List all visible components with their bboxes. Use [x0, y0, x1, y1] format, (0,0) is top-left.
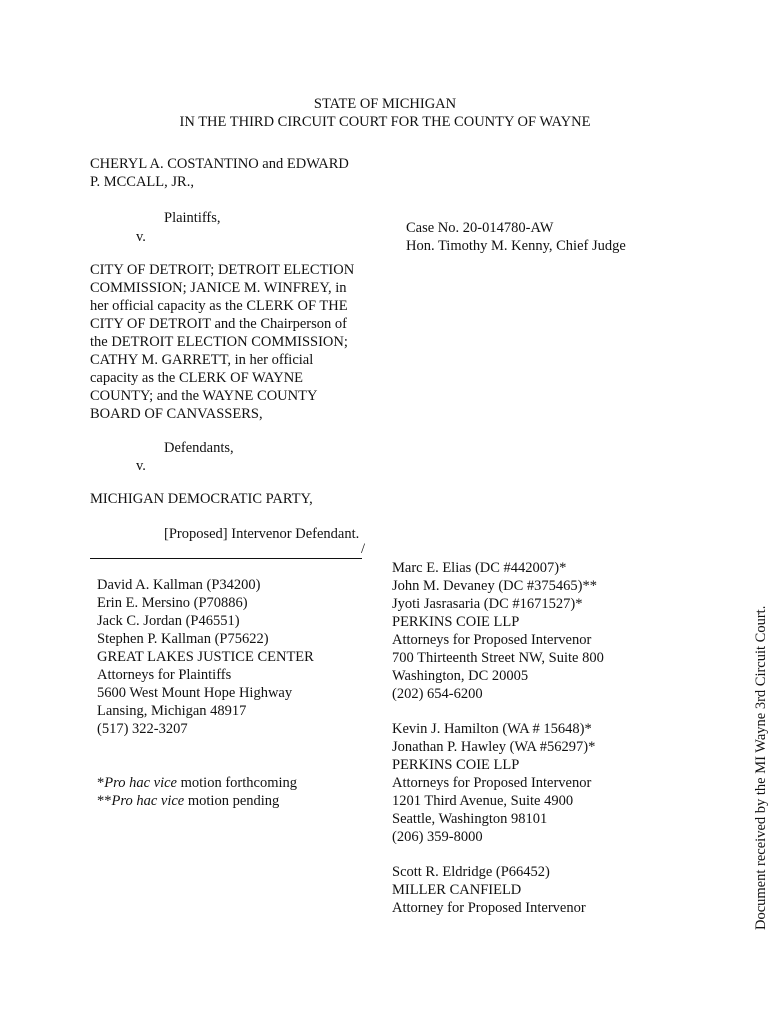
plaintiffs-label: Plaintiffs,	[164, 210, 221, 226]
plaintiff-counsel-line: Attorneys for Plaintiffs	[97, 667, 232, 683]
court-name-heading: IN THE THIRD CIRCUIT COURT FOR THE COUNTY OF WAYNE	[179, 114, 591, 130]
pro-hac-vice-notes	[97, 774, 297, 810]
intervenor-counsel-perkins-wa	[392, 720, 595, 846]
defendants-name-line: CATHY M. GARRETT, in her official	[90, 352, 314, 368]
intervenor-counsel-line: Jyoti Jasrasaria (DC #1671527)*	[392, 596, 583, 612]
intervenor-counsel-line: John M. Devaney (DC #375465)**	[392, 578, 597, 594]
defendants-name-line: BOARD OF CANVASSERS,	[90, 406, 263, 422]
judge-name: Hon. Timothy M. Kenny, Chief Judge	[406, 238, 626, 254]
state-heading: STATE OF MICHIGAN	[313, 96, 457, 112]
intervenor-counsel-line: Attorneys for Proposed Intervenor	[392, 632, 592, 648]
plaintiffs-name-line: P. MCCALL, JR.,	[90, 174, 194, 190]
intervenor-counsel-line: Attorneys for Proposed Intervenor	[392, 775, 592, 791]
defendants-name-line: capacity as the CLERK OF WAYNE	[90, 370, 304, 386]
intervenor-counsel-line: Kevin J. Hamilton (WA # 15648)*	[392, 721, 592, 737]
intervenor-name: MICHIGAN DEMOCRATIC PARTY,	[90, 491, 313, 507]
plaintiff-counsel-line: Lansing, Michigan 48917	[97, 703, 247, 719]
plaintiff-counsel-line: Stephen P. Kallman (P75622)	[97, 631, 269, 647]
case-number: Case No. 20-014780-AW	[406, 220, 554, 236]
plaintiff-counsel-line: David A. Kallman (P34200)	[97, 577, 261, 593]
defendants-name-line: CITY OF DETROIT; DETROIT ELECTION	[90, 262, 355, 278]
plaintiff-counsel-line: GREAT LAKES JUSTICE CENTER	[97, 649, 314, 665]
pro-hac-vice-note: *Pro hac vice motion forthcoming	[97, 775, 297, 791]
court-heading	[0, 95, 770, 131]
caption-divider-line	[90, 558, 362, 559]
defendants-name-line: COMMISSION; JANICE M. WINFREY, in	[90, 280, 347, 296]
plaintiff-counsel-line: Erin E. Mersino (P70886)	[97, 595, 248, 611]
defendants-name-line: COUNTY; and the WAYNE COUNTY	[90, 388, 318, 404]
intervenor-counsel-line: Marc E. Elias (DC #442007)*	[392, 560, 567, 576]
pro-hac-vice-note: **Pro hac vice motion pending	[97, 793, 280, 809]
defendants-name-line: her official capacity as the CLERK OF THE	[90, 298, 348, 314]
plaintiff-counsel-line: Jack C. Jordan (P46551)	[97, 613, 240, 629]
intervenor-counsel-line: (202) 654-6200	[392, 686, 483, 702]
plaintiff-counsel-block	[97, 576, 314, 738]
intervenor-label: [Proposed] Intervenor Defendant.	[164, 526, 360, 542]
intervenor-counsel-line: 1201 Third Avenue, Suite 4900	[392, 793, 574, 809]
intervenor-counsel-miller-canfield	[392, 863, 586, 917]
plaintiffs-names	[90, 155, 349, 191]
defendants-name-line: the DETROIT ELECTION COMMISSION;	[90, 334, 348, 350]
versus-2: v.	[136, 458, 146, 474]
intervenor-counsel-line: MILLER CANFIELD	[392, 882, 522, 898]
intervenor-counsel-line: PERKINS COIE LLP	[392, 614, 520, 630]
defendants-names	[90, 261, 354, 423]
defendants-name-line: CITY OF DETROIT and the Chairperson of	[90, 316, 347, 332]
intervenor-counsel-line: PERKINS COIE LLP	[392, 757, 520, 773]
plaintiff-counsel-line: 5600 West Mount Hope Highway	[97, 685, 293, 701]
intervenor-counsel-perkins-dc	[392, 559, 604, 703]
intervenor-counsel-line: Scott R. Eldridge (P66452)	[392, 864, 550, 880]
case-info	[406, 219, 626, 255]
intervenor-counsel-line: Jonathan P. Hawley (WA #56297)*	[392, 739, 596, 755]
court-received-stamp: Document received by the MI Wayne 3rd Circuit Court.	[753, 605, 769, 930]
intervenor-counsel-line: Attorney for Proposed Intervenor	[392, 900, 586, 916]
plaintiffs-name-line: CHERYL A. COSTANTINO and EDWARD	[90, 156, 349, 172]
versus-1: v.	[136, 229, 146, 245]
plaintiff-counsel-line: (517) 322-3207	[97, 721, 188, 737]
intervenor-counsel-line: (206) 359-8000	[392, 829, 483, 845]
intervenor-counsel-line: Washington, DC 20005	[392, 668, 529, 684]
intervenor-counsel-line: Seattle, Washington 98101	[392, 811, 548, 827]
intervenor-counsel-line: 700 Thirteenth Street NW, Suite 800	[392, 650, 604, 666]
caption-divider-slash: /	[361, 541, 366, 557]
defendants-label: Defendants,	[164, 440, 234, 456]
